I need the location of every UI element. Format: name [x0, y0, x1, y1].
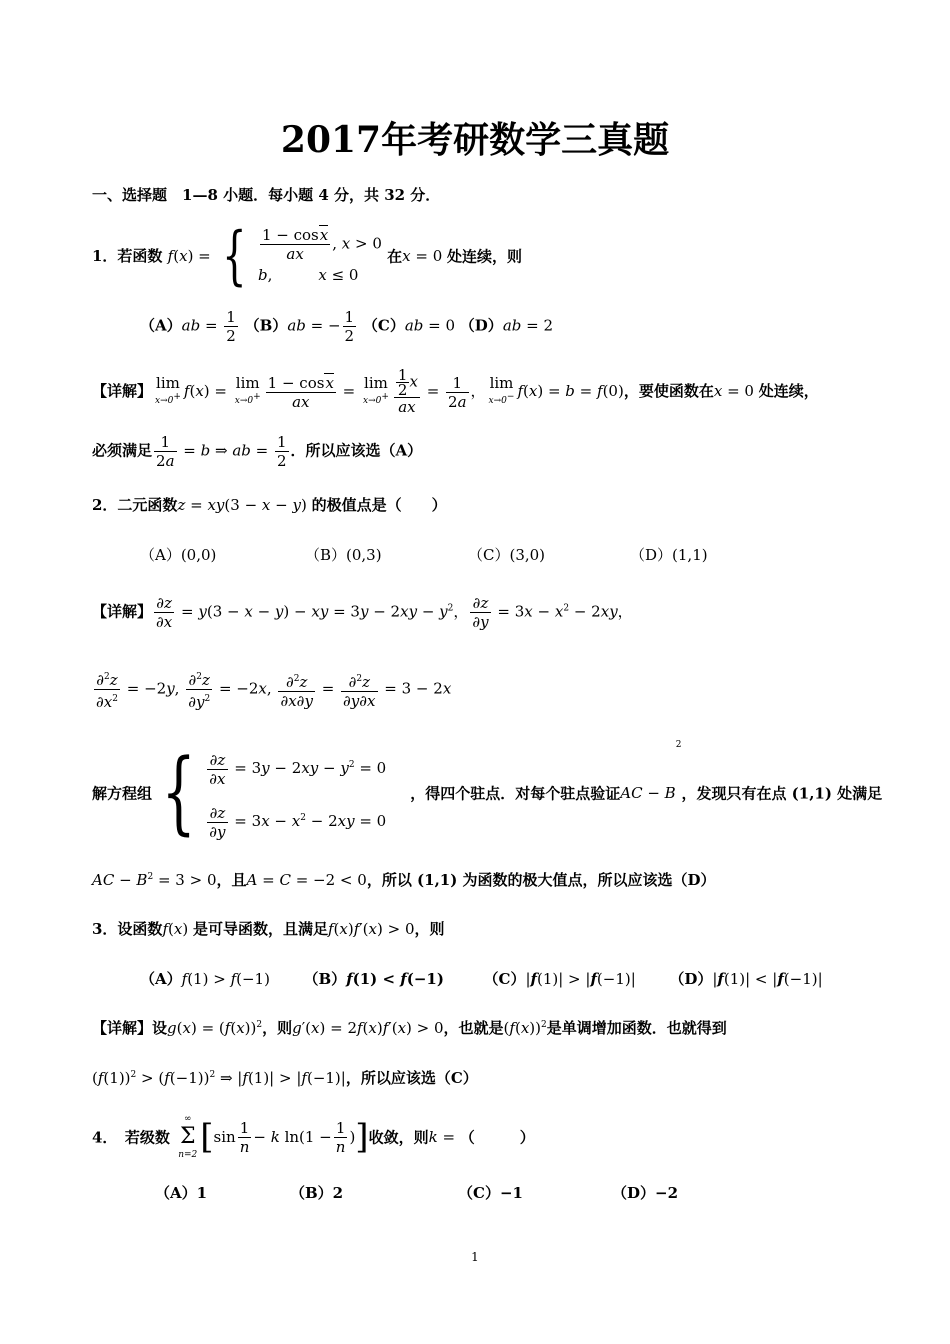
- question-1-solution: 【详解】 lim x→0+ f(x) = lim x→0+ $\frac{1 - \cos x}{ax}$ = lim x→0+ $\frac{1}{2}$ x ax = $\frac{1}{2a}$ ， lim x→0− f(x) = b = f(0)，要使函数在x = 0 处连续，: [92, 366, 819, 416]
- question-3: 3．设函数f(x) 是可导函数，且满足f(x)f′(x) > 0，则: [92, 920, 445, 938]
- page-number: 1: [471, 1250, 479, 1264]
- question-4-option-a: （A）1: [155, 1184, 208, 1202]
- page-title: 2017年考研数学三真题: [280, 119, 670, 161]
- question-3-solution-line2: $(f(1))^2 > (f(-1))^2$ ⇒ |f(1)| > |f(−1)|，所以应该选（C）: [92, 1069, 478, 1087]
- question-3-solution: 【详解】设$g(x) = (f(x))^2$，则g′(x) = 2f(x)f′(x) > 0，也就是$(f(x))^2$是单调增加函数．也就得到: [92, 1019, 727, 1037]
- question-2-option-d: （D）(1,1): [630, 546, 708, 564]
- question-3-options: （A）f(1) > f(−1) （B）f(1) < f(−1) （C）|f(1)| > |f(−1)| （D）|f(1)| < |f(−1)|: [140, 970, 823, 988]
- question-2-solution: 【详解】 $\frac{\partial z}{\partial x}$ = y(3 − x − y) − xy = $3y - 2xy - y^2$， $\frac{\partial z}{\partial y}$ = $3x - x^2 - 2xy$，: [92, 594, 633, 631]
- question-1: 1．若函数 f(x) = { $\frac{1 - \cos x}{ax}$ , x > 0 b, x ≤ 0 在x = 0 处连续，则: [92, 219, 523, 293]
- question-2-option-b: （B）(0,3): [305, 546, 382, 564]
- question-2-system: 解方程组 { $\frac{\partial z}{\partial x}$ = $3y - 2xy - y^2 = 0$ $\frac{\partial z}{\partial y}$ = $3x - x^2 - 2xy = 0$ ，得四个驻点．对每个驻点验证AC − $B^2$，发现只有在点 (1,1) 处满足: [92, 740, 883, 845]
- question-2-second-derivatives: $\frac{\partial^2z}{\partial x^2}$ = −2y, $\frac{\partial^2z}{\partial y^2}$ = −2x, $\frac{\partial^2z}{\partial x\partial y}$ = $\frac{\partial^2z}{\partial y\partial x}$ = 3 − 2x: [92, 668, 451, 711]
- section-header: 一、选择题 1—8 小题．每小题 4 分，共 32 分．: [92, 186, 441, 204]
- question-1-solution-line2: 必须满足 $\frac{1}{2a}$ = b ⇒ ab = $\frac{1}{2}$ ．所以应该选（A）: [92, 433, 423, 470]
- question-2-option-a: （A）(0,0): [140, 546, 217, 564]
- piecewise-function: $\frac{1 - \cos x}{ax}$ , x > 0 b, x ≤ 0: [257, 225, 382, 284]
- question-4-option-d: （D）−2: [612, 1184, 679, 1202]
- question-2-option-c: （C）(3,0): [468, 546, 546, 564]
- question-2-conclusion: AC − $B^2 = 3 > 0$，且A = C = −2 < 0，所以 (1,1) 为函数的极大值点，所以应该选（D）: [92, 871, 716, 889]
- question-4-option-b: （B）2: [290, 1184, 344, 1202]
- question-2: 2．二元函数z = xy(3 − x − y) 的极值点是（ ）: [92, 496, 447, 514]
- question-4-option-c: （C）−1: [458, 1184, 523, 1202]
- question-4: 4． 若级数 ∞ Σ n=2 [sin $\frac{1}{n}$ − k ln(1 − $\frac{1}{n}$ )]收敛，则k = （ ）: [92, 1114, 535, 1160]
- question-1-options: （A）ab = $\frac{1}{2}$ （B）ab = − $\frac{1}{2}$ （C）ab = 0 （D）ab = 2: [140, 308, 554, 345]
